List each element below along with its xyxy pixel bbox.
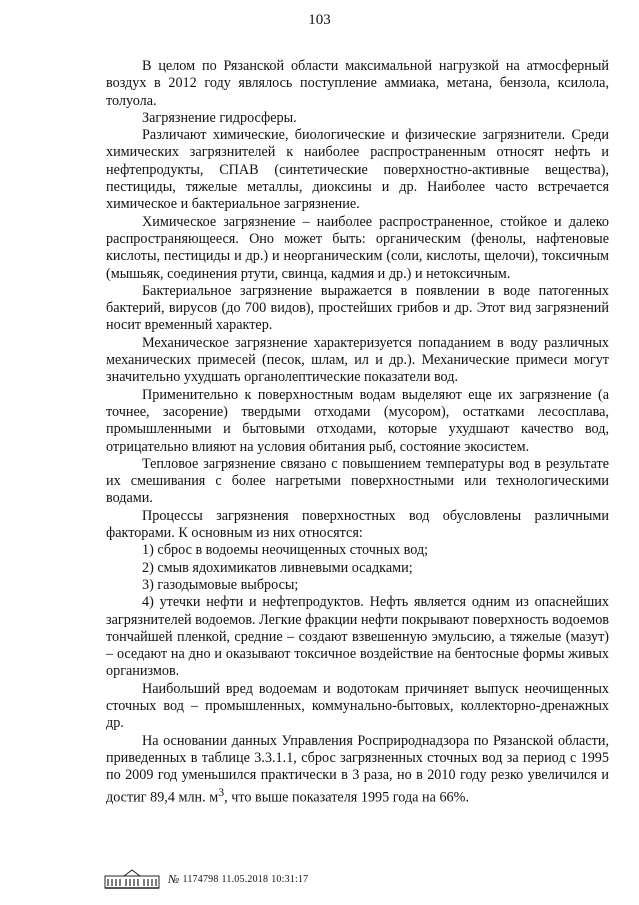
paragraph: Процессы загрязнения поверхностных вод обусловлены различными факторами. К основным из них относятся: xyxy=(106,507,609,542)
paragraph-text: На основании данных Управления Росприроднадзора по Рязанской области, приведенных в таблице 3.3.1.1, сброс загрязненных сточных вод за период с 1995 по 2009 год уменьшился практически в 3 раза, но в 2010 году резко увеличился и достиг 89,4 млн. м xyxy=(106,732,609,807)
paragraph: Применительно к поверхностным водам выделяют еще их загрязнение (а точнее, засорение) твердыми отходами (мусором), остатками лесосплава, промышленными и бытовыми отходами, которые ухудшают качество вод, отрицательно влияют на условия обитания рыб, состояние экосистем. xyxy=(106,386,609,455)
page-number: 103 xyxy=(308,12,331,28)
document-body xyxy=(106,58,609,808)
paragraph: Химическое загрязнение – наиболее распространенное, стойкое и далеко распространяющееся. Оно может быть: органическим (фенолы, нафтеновые кислоты, пестициды и др.) и неорганическим (соли, кислоты, щелочи), токсичным (мышьяк, соединения ртути, свинца, кадмия и др.) и нетоксичным. xyxy=(106,213,609,282)
list-item: 2) смыв ядохимикатов ливневыми осадками; xyxy=(142,559,413,576)
paragraph: Тепловое загрязнение связано с повышением температуры вод в результате их смешивания с более нагретыми поверхностными или технологическими водами. xyxy=(106,455,609,507)
paragraph: Механическое загрязнение характеризуется попаданием в воду различных механических примесей (песок, шлам, ил и др.). Механические примеси могут значительно ухудшать органолептические показатели вод. xyxy=(106,334,609,386)
stamp-text xyxy=(168,872,308,887)
list-item: 3) газодымовые выбросы; xyxy=(142,576,299,593)
paragraph: Различают химические, биологические и физические загрязнители. Среди химических загрязнителей к наиболее распространенным относят нефть и нефтепродукты, СПАВ (синтетические поверхностно-активные вещества), пестициды, тяжелые металлы, диоксины и др. Наиболее часто встречается химическое и бактериальное загрязнение. xyxy=(106,127,609,213)
list-item: 4) утечки нефти и нефтепродуктов. Нефть является одним из опаснейших загрязнителей водоемов. Легкие фракции нефти покрывают поверхность водоемов тончайшей пленкой, средние – создают взвешенную эмульсию, а тяжелые (мазут) – оседают на дно и оказывают токсичное воздействие на бентосные формы живых организмов. xyxy=(106,594,609,680)
section-heading: Загрязнение гидросферы. xyxy=(142,109,297,126)
document-number: 1174798 xyxy=(182,873,219,885)
superscript: 3 xyxy=(218,785,225,800)
paragraph: Бактериальное загрязнение выражается в появлении в воде патогенных бактерий, вирусов (до 700 видов), простейших грибов и др. Этот вид загрязнений носит временный характер. xyxy=(106,282,609,334)
stamp-time: 10:31:17 xyxy=(271,873,309,885)
stamp-date: 11.05.2018 xyxy=(221,873,269,885)
paragraph: Наибольший вред водоемам и водотокам причиняет выпуск неочищенных сточных вод – промышленных, коммунально-бытовых, коллекторно-дренажных др. xyxy=(106,680,609,732)
number-sign: № xyxy=(168,871,180,886)
paragraph xyxy=(106,733,609,808)
paragraph: В целом по Рязанской области максимальной нагрузкой на атмосферный воздух в 2012 году являлось поступление аммиака, метана, бензола, ксилола, толуола. xyxy=(106,58,609,109)
building-stamp-icon xyxy=(104,868,160,890)
paragraph-text-end: , что выше показателя 1995 года на 66%. xyxy=(224,790,469,807)
list-item: 1) сброс в водоемы неочищенных сточных вод; xyxy=(142,542,429,559)
document-stamp xyxy=(104,868,308,890)
